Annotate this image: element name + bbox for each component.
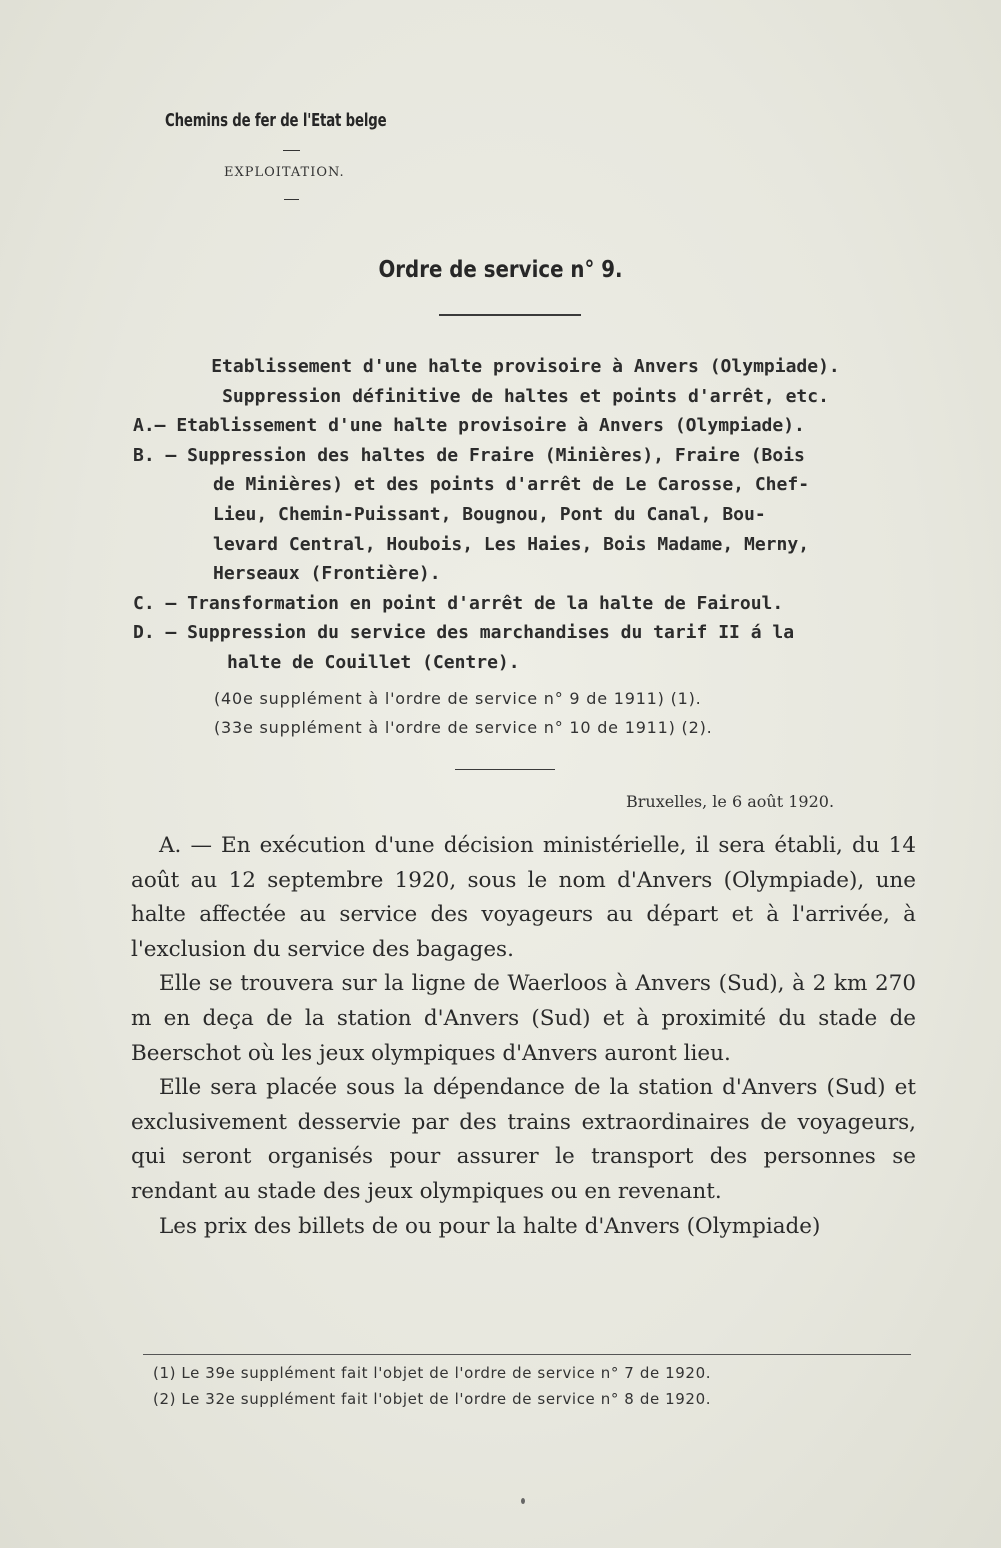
subject-line: A.— Etablissement d'une halte provisoire à Anvers (Olympiade). [133, 415, 805, 437]
supplement-note: (40e supplément à l'ordre de service n° 9 de 1911) (1). [214, 689, 702, 708]
footnote: (2) Le 32e supplément fait l'objet de l'ordre de service n° 8 de 1920. [153, 1390, 712, 1408]
subject-line: Etablissement d'une halte provisoire à Anvers (Olympiade). [211, 356, 840, 377]
subject-line: halte de Couillet (Centre). [227, 651, 520, 673]
body-text [131, 829, 916, 1244]
paper-speck [521, 1498, 525, 1504]
subject-line: D. — Suppression du service des marchandises du tarif II á la [133, 622, 795, 644]
place-date: Bruxelles, le 6 août 1920. [626, 792, 835, 811]
subject-line: de Minières) et des points d'arrêt de Le Carosse, Chef- [213, 474, 810, 496]
subject-line: C. — Transformation en point d'arrêt de la halte de Fairoul. [133, 592, 784, 614]
paragraph: Les prix des billets de ou pour la halte d'Anvers (Olympiade) [159, 1213, 821, 1239]
subject-line: Lieu, Chemin-Puissant, Bougnou, Pont du Canal, Bou- [213, 503, 766, 525]
title-rule [439, 314, 581, 316]
department-label: EXPLOITATION. [224, 165, 345, 180]
paragraph: A. — En exécution d'une décision ministérielle, il sera établi, du 14 août au 12 septembre 1920, sous le nom d'Anvers (Olympiade), une halte affectée au service des voyageurs au départ et à l'arrivée, à l'exclusion du service des bagages. [131, 833, 916, 962]
header-dash [283, 150, 300, 151]
subject-block [133, 352, 918, 678]
footnote: (1) Le 39e supplément fait l'objet de l'ordre de service n° 7 de 1920. [153, 1364, 712, 1382]
document-title: Ordre de service n° 9. [378, 257, 623, 283]
subject-line: levard Central, Houbois, Les Haies, Bois Madame, Merny, [213, 533, 810, 555]
organization-header: Chemins de fer de l'Etat belge [165, 110, 387, 131]
paragraph: Elle se trouvera sur la ligne de Waerloos à Anvers (Sud), à 2 km 270 m en deça de la station d'Anvers (Sud) et à proximité du stade de Beerschot où les jeux olympiques d'Anvers auront lieu. [131, 971, 916, 1066]
supplement-note: (33e supplément à l'ordre de service n° 10 de 1911) (2). [214, 718, 713, 737]
footnote-rule [143, 1354, 911, 1355]
header-dash [284, 199, 299, 200]
paragraph: Elle sera placée sous la dépendance de la station d'Anvers (Sud) et exclusivement desservie par des trains extraordinaires de voyageurs, qui seront organisés pour assurer le transport des personnes se rendant au stade des jeux olympiques ou en revenant. [131, 1075, 916, 1204]
subject-line: Suppression définitive de haltes et points d'arrêt, etc. [222, 385, 829, 407]
subject-line: Herseaux (Frontière). [213, 563, 441, 585]
subject-line: B. — Suppression des haltes de Fraire (Minières), Fraire (Bois [133, 444, 805, 466]
section-rule [455, 769, 555, 770]
